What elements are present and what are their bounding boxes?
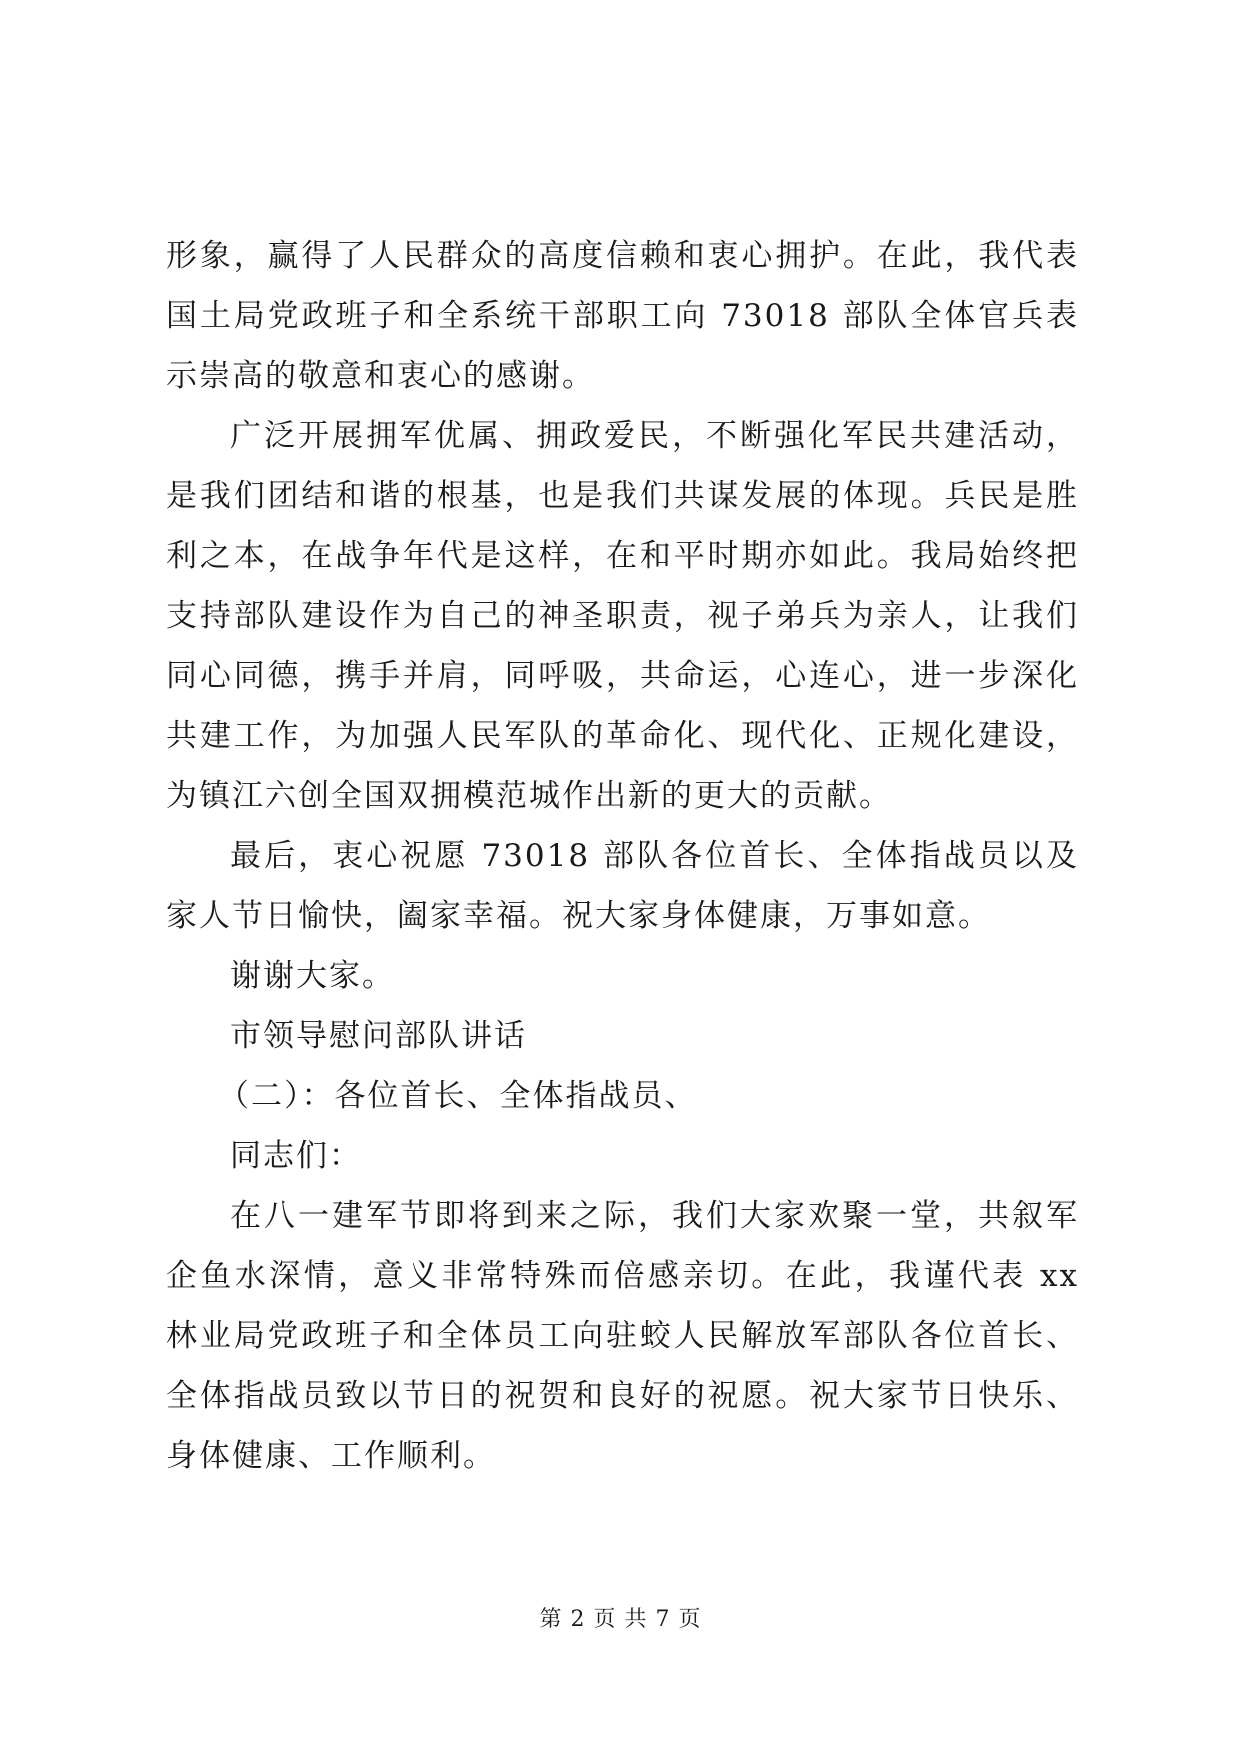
salutation-line: （二）：各位首长、全体指战员、 bbox=[218, 1078, 698, 1114]
paragraph-military-civil-cooperation: 广泛开展拥军优属、拥政爱民，不断强化军民共建活动，是我们团结和谐的根基，也是我们共谋发展的体现。兵民是胜利之本，在战争年代是这样，在和平时期亦如此。我局始终把支持部队建设作为自己的神圣职责，视子弟兵为亲人，让我们同心同德，携手并肩，同呼吸，共命运，心连心，进一步深化共建工作，为加强人民军队的革命化、现代化、正规化建设，为镇江六创全国双拥模范城作出新的更大的贡献。 bbox=[166, 418, 1079, 814]
paragraph-thanks: 谢谢大家。 bbox=[230, 958, 395, 994]
paragraph-closing-wishes: 最后，衷心祝愿 73018 部队各位首长、全体指战员以及家人节日愉快，阖家幸福。祝大家身体健康，万事如意。 bbox=[166, 838, 1079, 934]
paragraph-continuation: 形象，赢得了人民群众的高度信赖和衷心拥护。在此，我代表国土局党政班子和全系统干部职工向 73018 部队全体官兵表示崇高的敬意和衷心的感谢。 bbox=[166, 238, 1079, 394]
document-body bbox=[166, 226, 1079, 1486]
page-number-footer: 第 2 页 共 7 页 bbox=[539, 1607, 702, 1632]
paragraph-opening-speech: 在八一建军节即将到来之际，我们大家欢聚一堂，共叙军企鱼水深情，意义非常特殊而倍感亲切。在此，我谨代表 xx 林业局党政班子和全体员工向驻蛟人民解放军部队各位首长、全体指战员致以节日的祝贺和良好的祝愿。祝大家节日快乐、身体健康、工作顺利。 bbox=[166, 1198, 1079, 1474]
section-title: 市领导慰问部队讲话 bbox=[230, 1018, 527, 1054]
salutation-comrades: 同志们： bbox=[230, 1138, 362, 1174]
